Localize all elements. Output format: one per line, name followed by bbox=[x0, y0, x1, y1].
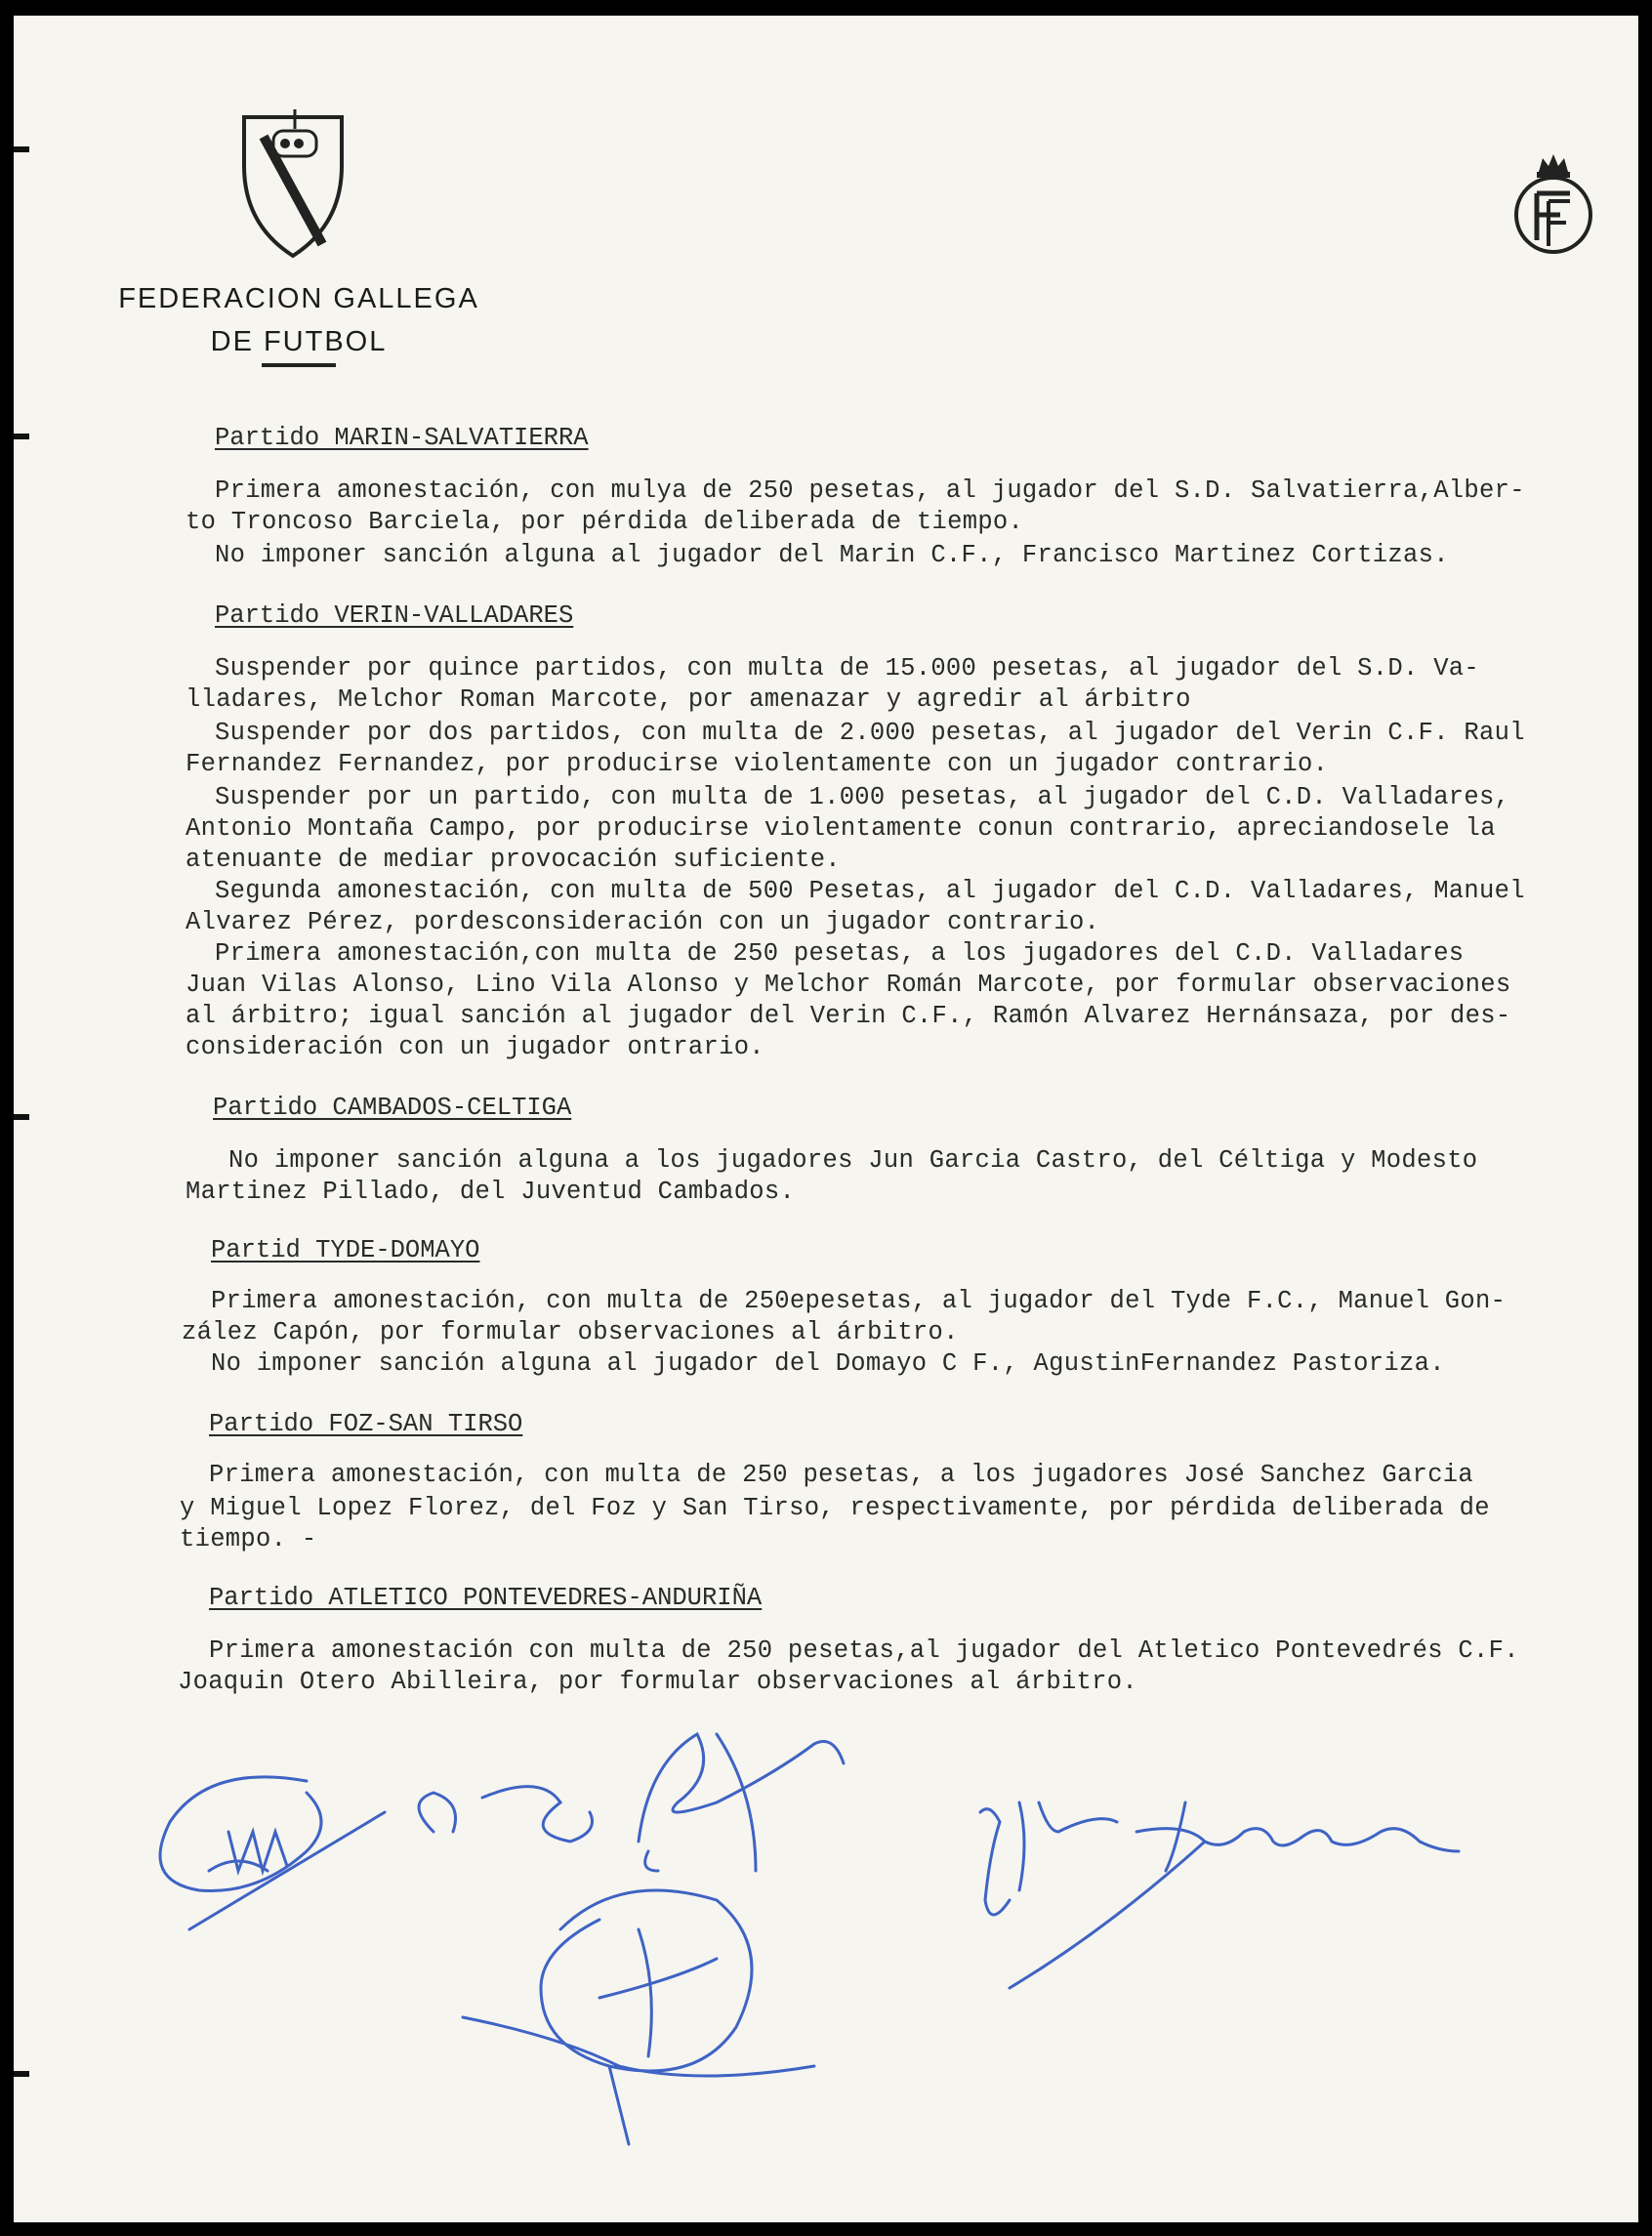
binder-notch bbox=[14, 434, 29, 439]
letterhead-title bbox=[84, 277, 514, 363]
text-line: lladares, Melchor Roman Marcote, por amenazar y agredir al árbitro bbox=[186, 685, 1191, 714]
binder-notch bbox=[14, 1114, 29, 1120]
text-line: No imponer sanción alguna al jugador del Marin C.F., Francisco Martinez Cortizas. bbox=[215, 541, 1449, 569]
signature-4 bbox=[463, 1890, 814, 2144]
text-line: Segunda amonestación, con multa de 500 Pesetas, al jugador del C.D. Valladares, Manuel bbox=[215, 877, 1525, 905]
signature-2 bbox=[419, 1787, 593, 1842]
organization-name-line2: DE FUTBOL bbox=[210, 326, 388, 357]
signature-1 bbox=[160, 1777, 385, 1929]
signature-3 bbox=[639, 1734, 844, 1871]
text-line: Martinez Pillado, del Juventud Cambados. bbox=[186, 1178, 796, 1206]
text-line: consideración con un jugador ontrario. bbox=[186, 1033, 764, 1061]
text-line: zález Capón, por formular observaciones al árbitro. bbox=[182, 1318, 959, 1346]
text-line: No imponer sanción alguna al jugador del Domayo C F., AgustinFernandez Pastoriza. bbox=[211, 1349, 1445, 1378]
federation-shield-crest-icon bbox=[234, 107, 351, 264]
section-heading: Partido ATLETICO PONTEVEDRES-ANDURIÑA bbox=[209, 1584, 763, 1612]
text-line: Alvarez Pérez, pordesconsideración con un jugador contrario. bbox=[186, 908, 1100, 936]
text-line: Juan Vilas Alonso, Lino Vila Alonso y Melchor Román Marcote, por formular observaciones bbox=[186, 971, 1511, 999]
document-sheet bbox=[14, 16, 1638, 2222]
text-line: Suspender por dos partidos, con multa de 2.000 pesetas, al jugador del Verin C.F. Raul bbox=[215, 719, 1525, 747]
text-line: Primera amonestación con multa de 250 pesetas,al jugador del Atletico Pontevedrés C.F. bbox=[209, 1636, 1519, 1665]
section-heading: Partid TYDE-DOMAYO bbox=[211, 1236, 480, 1264]
royal-federation-emblem-icon bbox=[1509, 150, 1597, 258]
text-line: Suspender por un partido, con multa de 1.000 pesetas, al jugador del C.D. Valladares, bbox=[215, 783, 1510, 811]
text-line: to Troncoso Barciela, por pérdida deliberada de tiempo. bbox=[186, 508, 1024, 536]
section-heading: Partido CAMBADOS-CELTIGA bbox=[213, 1094, 572, 1122]
text-line: No imponer sanción alguna a los jugadores Jun Garcia Castro, del Céltiga y Modesto bbox=[228, 1146, 1478, 1175]
section-heading: Partido VERIN-VALLADARES bbox=[215, 601, 574, 630]
binder-notch bbox=[14, 146, 29, 152]
text-line: y Miguel Lopez Florez, del Foz y San Tirso, respectivamente, por pérdida deliberada de bbox=[180, 1494, 1490, 1522]
text-line: atenuante de mediar provocación suficiente. bbox=[186, 846, 841, 874]
binder-notch bbox=[14, 2071, 29, 2077]
organization-name-line1: FEDERACION GALLEGA bbox=[118, 283, 479, 314]
signature-5 bbox=[980, 1802, 1459, 1988]
section-heading: Partido MARIN-SALVATIERRA bbox=[215, 424, 589, 452]
section-heading: Partido FOZ-SAN TIRSO bbox=[209, 1410, 523, 1438]
text-line: Primera amonestación, con mulya de 250 pesetas, al jugador del S.D. Salvatierra,Alber- bbox=[215, 476, 1525, 505]
letterhead-divider bbox=[262, 363, 336, 367]
text-line: Primera amonestación, con multa de 250epesetas, al jugador del Tyde F.C., Manuel Gon- bbox=[211, 1287, 1507, 1315]
text-line: tiempo. - bbox=[180, 1525, 317, 1553]
text-line: Fernandez Fernandez, por producirse violentamente con un jugador contrario. bbox=[186, 750, 1329, 778]
text-line: Antonio Montaña Campo, por producirse violentamente conun contrario, apreciandosele la bbox=[186, 814, 1496, 843]
text-line: Primera amonestación,con multa de 250 pesetas, a los jugadores del C.D. Valladares bbox=[215, 939, 1465, 968]
text-line: Suspender por quince partidos, con multa de 15.000 pesetas, al jugador del S.D. Va- bbox=[215, 654, 1480, 683]
text-line: Primera amonestación, con multa de 250 pesetas, a los jugadores José Sanchez Garcia bbox=[209, 1461, 1474, 1489]
text-line: Joaquin Otero Abilleira, por formular observaciones al árbitro. bbox=[178, 1668, 1137, 1696]
text-line: al árbitro; igual sanción al jugador del Verin C.F., Ramón Alvarez Hernánsaza, por des- bbox=[186, 1002, 1511, 1030]
